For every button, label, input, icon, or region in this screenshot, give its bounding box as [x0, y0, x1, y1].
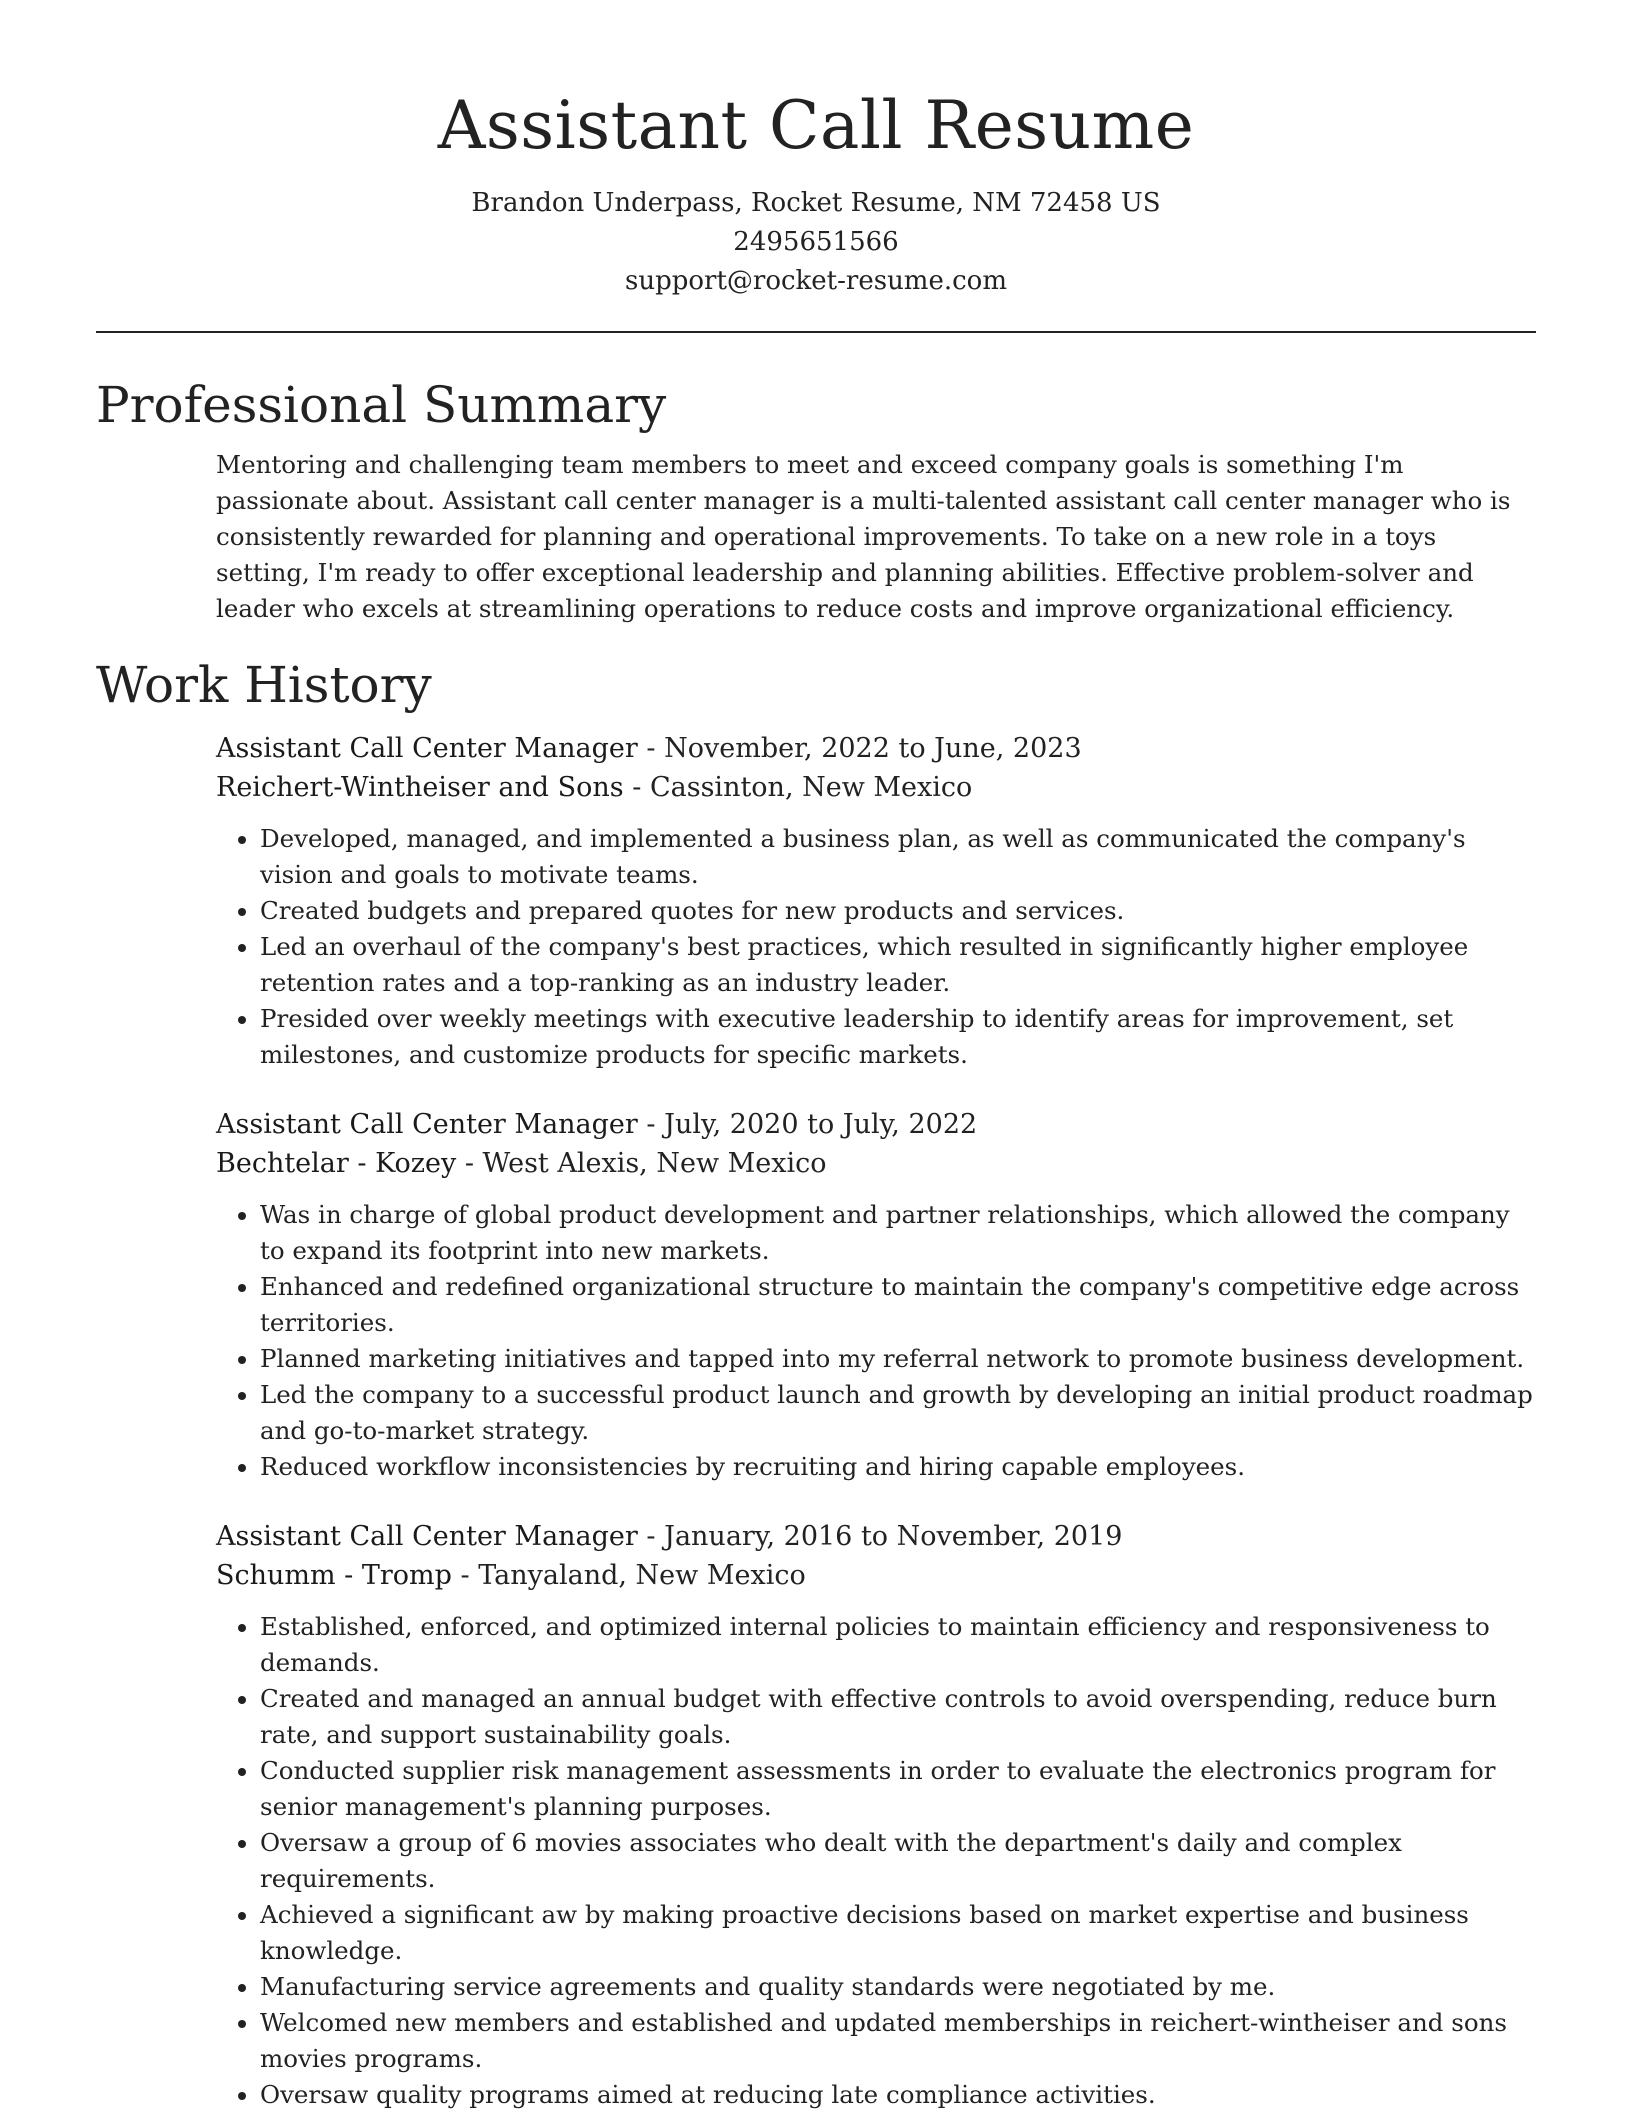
resume-page: [96, 0, 1536, 2113]
job-title: Assistant Call Center Manager: [216, 1109, 638, 1140]
contact-address: Brandon Underpass, Rocket Resume, NM 72458 US: [471, 188, 1161, 218]
job-title-line: [216, 729, 1536, 768]
job-bullet: • Manufacturing service agreements and quality standards were negotiated by me.: [260, 1969, 1536, 2005]
job-bullet: • Reduced workflow inconsistencies by recruiting and hiring capable employees.: [260, 1449, 1536, 1485]
contact-phone: 2495651566: [733, 227, 899, 257]
job-company: Reichert-Wintheiser and Sons: [216, 772, 624, 803]
summary-heading: Professional Summary: [96, 376, 667, 434]
job-title: Assistant Call Center Manager: [216, 1521, 638, 1552]
job-dates: - January, 2016 to November, 2019: [637, 1521, 1123, 1552]
job-company-line: [216, 1556, 1536, 1595]
job-dates: - July, 2020 to July, 2022: [637, 1109, 978, 1140]
job-title-line: [216, 1105, 1536, 1144]
job-bullet: • Presided over weekly meetings with executive leadership to identify areas for improvement, set milestones, and customize products for specific markets.: [260, 1001, 1536, 1073]
job-bullets: [216, 1197, 1536, 1485]
job-entry: [216, 1105, 1536, 1485]
job-company-line: [216, 1144, 1536, 1183]
contact-email: support@rocket-resume.com: [624, 266, 1007, 296]
job-location: - Tanyaland, New Mexico: [451, 1560, 806, 1591]
header-divider: [96, 331, 1536, 333]
job-bullet: • Created and managed an annual budget with effective controls to avoid overspending, reduce burn rate, and support sustainability goals.: [260, 1681, 1536, 1753]
job-bullet: • Planned marketing initiatives and tapped into my referral network to promote business development.: [260, 1341, 1536, 1377]
job-company-line: [216, 768, 1536, 807]
summary-text: Mentoring and challenging team members to meet and exceed company goals is something I'm passionate about. Assistant call center manager is a multi-talented assistant call center manager who is consistently rewarded for planning and operational improvements. To take on a new role in a toys setting, I'm ready to offer exceptional leadership and planning abilities. Effective problem-solver and leader who excels at streamlining operations to reduce costs and improve organizational efficiency.: [216, 450, 1511, 623]
job-bullet: • Oversaw a group of 6 movies associates who dealt with the department's daily and complex requirements.: [260, 1825, 1536, 1897]
job-title-line: [216, 1517, 1536, 1556]
work-history-heading: Work History: [96, 656, 432, 714]
job-location: - Cassinton, New Mexico: [623, 772, 973, 803]
job-bullet: • Oversaw quality programs aimed at reducing late compliance activities.: [260, 2077, 1536, 2113]
job-dates: - November, 2022 to June, 2023: [637, 733, 1082, 764]
job-bullet: • Led the company to a successful product launch and growth by developing an initial product roadmap and go-to-market strategy.: [260, 1377, 1536, 1449]
job-bullet: • Welcomed new members and established and updated memberships in reichert-wintheiser and sons movies programs.: [260, 2005, 1536, 2077]
job-entry: [216, 729, 1536, 1073]
job-company: Bechtelar - Kozey: [216, 1148, 457, 1179]
job-location: - West Alexis, New Mexico: [456, 1148, 827, 1179]
resume-title: Assistant Call Resume: [437, 87, 1195, 164]
job-entry: [216, 1517, 1536, 2113]
contact-block: [96, 184, 1536, 301]
job-bullet: • Was in charge of global product development and partner relationships, which allowed the company to expand its footprint into new markets.: [260, 1197, 1536, 1269]
job-bullet: • Enhanced and redefined organizational structure to maintain the company's competitive edge across territories.: [260, 1269, 1536, 1341]
job-bullets: [216, 821, 1536, 1073]
job-bullet: • Achieved a significant aw by making proactive decisions based on market expertise and business knowledge.: [260, 1897, 1536, 1969]
job-bullet: • Created budgets and prepared quotes for new products and services.: [260, 893, 1536, 929]
job-title: Assistant Call Center Manager: [216, 733, 638, 764]
job-bullet: • Established, enforced, and optimized internal policies to maintain efficiency and responsiveness to demands.: [260, 1609, 1536, 1681]
job-bullet: • Led an overhaul of the company's best practices, which resulted in significantly higher employee retention rates and a top-ranking as an industry leader.: [260, 929, 1536, 1001]
job-bullet: • Developed, managed, and implemented a business plan, as well as communicated the company's vision and goals to motivate teams.: [260, 821, 1536, 893]
job-bullet: • Conducted supplier risk management assessments in order to evaluate the electronics program for senior management's planning purposes.: [260, 1753, 1536, 1825]
job-company: Schumm - Tromp: [216, 1560, 452, 1591]
job-bullets: [216, 1609, 1536, 2113]
